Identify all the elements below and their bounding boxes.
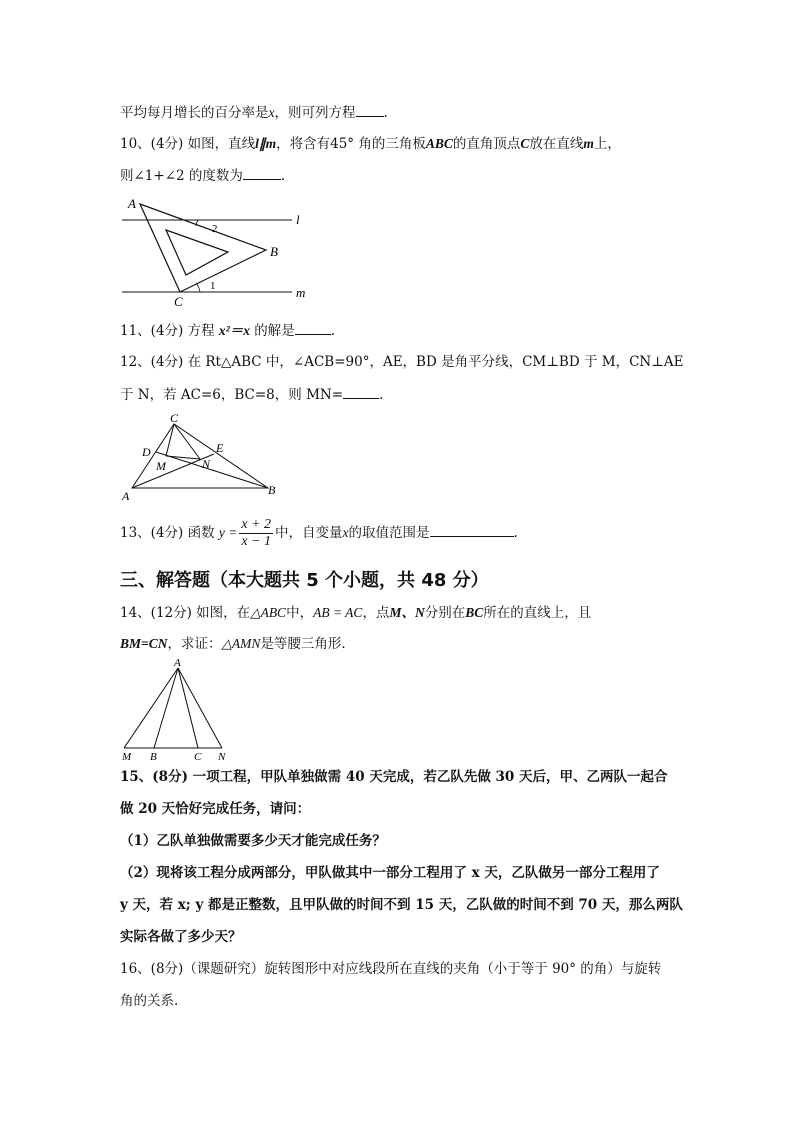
fig-label-C: C: [170, 411, 179, 425]
q11: 11、(4分) 方程 x²＝x 的解是 .: [120, 320, 335, 341]
fig-label-A: A: [174, 657, 181, 669]
answer-blank[interactable]: [243, 165, 281, 180]
fig-label-D: D: [142, 445, 151, 459]
q10-figure: [118, 195, 318, 309]
fig-label-M: M: [122, 751, 132, 763]
q12-figure: [118, 412, 288, 504]
fig-label-B: B: [150, 751, 157, 763]
q15-line6: 实际各做了多少天？: [120, 929, 242, 945]
side-AN: [178, 668, 222, 748]
q15-line4: （2）现将该工程分成两部分，甲队做其中一部分工程用了 x 天，乙队做另一部分工程用了: [120, 865, 660, 881]
bisector-BD: [156, 452, 268, 488]
perp-CN: [174, 424, 200, 459]
q14-line1: 14、(12分) 如图，在△ABC中，AB = AC，点M、N分别在BC所在的直线上，且: [120, 605, 592, 621]
answer-blank[interactable]: [295, 320, 331, 335]
answer-blank[interactable]: [430, 522, 514, 537]
side-AM: [124, 668, 178, 748]
q16-line2: 角的关系.: [120, 993, 179, 1009]
fig-label-E: E: [216, 441, 224, 455]
fig-label-A: A: [128, 196, 136, 211]
q10-line1: 10、(4分) 如图，直线l∥m，将含有45° 角的三角板ABC的直角顶点C放在直线m上，: [120, 136, 621, 152]
triangle-ABC: [132, 424, 268, 488]
side-AC: [178, 668, 198, 748]
fig-label-l: l: [296, 212, 300, 227]
answer-blank[interactable]: [356, 102, 384, 117]
segment-MN: [166, 456, 200, 459]
side-AB: [154, 668, 178, 748]
q15-line3: （1）乙队单独做需要多少天才能完成任务？: [120, 833, 386, 849]
fig-label-2: 2: [212, 223, 218, 235]
q14-figure: [118, 656, 238, 762]
fig-label-N: N: [218, 751, 226, 763]
q16-line1: 16、(8分)（课题研究）旋转图形中对应线段所在直线的夹角（小于等于 90° 的角）与旋转: [120, 961, 662, 977]
perp-CM: [166, 424, 174, 456]
q12-line2: 于 N，若 AC=6，BC=8，则 MN= .: [120, 384, 383, 405]
angle-mark-1: [196, 283, 200, 292]
section-heading: 三、解答题（本大题共 5 个小题，共 48 分）: [120, 570, 489, 591]
q15-line2: 做 20 天恰好完成任务，请问：: [120, 801, 311, 817]
q13: 13、(4分) 函数 y = $\frac{x + 2}{x - 1}$ 中，自变量x的取值范围是 .: [120, 517, 518, 549]
fig-label-1: 1: [210, 280, 216, 292]
fig-label-m: m: [296, 285, 306, 300]
triangle-inner: [166, 230, 228, 275]
q15-line1: 15、(8分) 一项工程，甲队单独做需 40 天完成，若乙队先做 30 天后，甲、乙两队一起合: [120, 769, 668, 785]
q12-line1: 12、(4分) 在 Rt△ABC 中，∠ACB=90°，AE，BD 是角平分线，CM⊥BD 于 M，CN⊥AE: [120, 354, 684, 370]
fig-label-N: N: [202, 457, 211, 471]
fig-label-B: B: [268, 483, 276, 497]
q10-line2: 则∠1+∠2 的度数为 .: [120, 165, 285, 186]
q15-line5: y 天，若 x; y 都是正整数，且甲队做的时间不到 15 天，乙队做的时间不到 70 天，那么两队: [120, 897, 683, 913]
triangle-outer: [140, 204, 266, 292]
fig-label-M: M: [156, 459, 166, 473]
fig-label-C: C: [194, 751, 202, 763]
q14-line2: BM=CN，求证：△AMN是等腰三角形.: [120, 636, 346, 652]
answer-blank[interactable]: [343, 384, 379, 399]
fig-label-C: C: [174, 294, 183, 309]
q9-tail: 平均每月增长的百分率是x，则可列方程 .: [120, 102, 388, 123]
fraction: $\frac{x + 2}{x - 1}$: [241, 517, 272, 549]
fig-label-A: A: [122, 489, 130, 503]
fig-label-B: B: [270, 244, 278, 259]
